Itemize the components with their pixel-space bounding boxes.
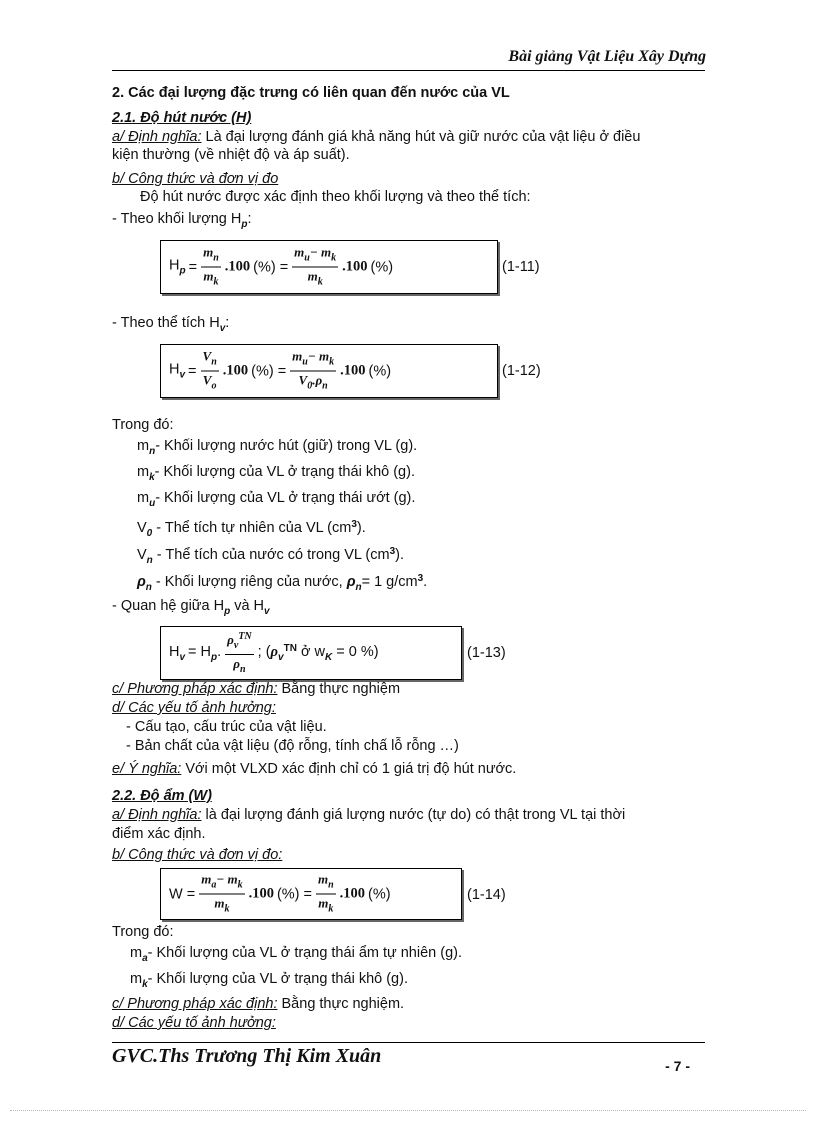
relation-line: - Quan hệ giữa $H_p$ và $H_v$ [112,598,270,617]
equation-label-1-12: (1-12) [502,363,541,379]
where-label-2: Trong đó: [112,924,174,940]
definition-line-1: a/ Định nghĩa: Là đại lượng đánh giá khả năng hút và giữ nước của vật liệu ở điều [112,129,641,145]
moisture-def-line-2: điểm xác định. [112,826,206,842]
by-mass-line: - Theo khối lượng $H_p$: [112,211,252,230]
footer-rule [112,1042,705,1043]
moisture-def-line-1: a/ Định nghĩa: là đại lượng đánh giá lượng nước (tự do) có thật trong VL tại thời [112,807,626,823]
factor-item-2: - Bản chất của vật liệu (độ rỗng, tính chấ lỗ rỗng …) [126,738,459,754]
subsection-title-2-1: 2.1. Độ hút nước (H) [112,110,252,126]
definition-line-2: kiện thường (về nhiệt độ và áp suất). [112,147,350,163]
meaning-line: e/ Ý nghĩa: Với một VLXD xác định chỉ có 1 giá trị độ hút nước. [112,761,517,777]
factors-heading: d/ Các yếu tố ảnh hưởng: [112,700,276,716]
method-line: c/ Phương pháp xác định: Bằng thực nghiệm [112,681,401,697]
formula-1-12: $H_v$ = $\frac{V_n}{V_o}$ .100 (%) = $\frac{m_u- m_k}{V_0.\rho_n}$ .100 (%) [169,348,392,392]
def-rho: $\rho_n$ - Khối lượng riêng của nước, $\rho_n= 1$ $g/cm^3$. [137,573,428,593]
page-number: - 7 - [665,1058,690,1074]
formula-box-1-13 [160,626,462,680]
equation-label-1-11: (1-11) [502,259,540,275]
footer-author: GVC.Ths Trương Thị Kim Xuân [112,1045,382,1067]
formula-heading: b/ Công thức và đơn vị đo [112,171,279,187]
def-mk-2: $m_k-$ Khối lượng của VL ở trạng thái khô (g). [130,971,408,990]
section-title: 2. Các đại lượng đặc trưng có liên quan đến nước của VL [112,85,510,101]
factor-item-1: - Cấu tạo, cấu trúc của vật liệu. [126,719,327,735]
by-volume-line: - Theo thể tích $H_v$: [112,315,230,334]
def-mk: $m_k-$ Khối lượng của VL ở trạng thái khô (g). [137,464,415,483]
moisture-method-line: c/ Phương pháp xác định: Bằng thực nghiệm. [112,996,405,1012]
running-header: Bài giảng Vật Liệu Xây Dựng [508,48,706,65]
equation-label-1-13: (1-13) [467,645,506,661]
def-mu: $m_u-$ Khối lượng của VL ở trạng thái ướt (g). [137,490,416,509]
moisture-factors-heading: d/ Các yếu tố ảnh hưởng: [112,1015,276,1031]
formula-box-1-12 [160,344,498,398]
moisture-formula-heading: b/ Công thức và đơn vị đo: [112,847,283,863]
def-vn: $V_n$ - Thể tích của nước có trong VL $(cm^3)$. [137,546,405,566]
subsection-title-2-2: 2.2. Độ ẩm (W) [112,788,212,804]
equation-label-1-14: (1-14) [467,887,506,903]
formula-intro: Độ hút nước được xác định theo khối lượng và theo thể tích: [140,189,531,205]
page-edge [10,1110,806,1111]
where-label: Trong đó: [112,417,174,433]
formula-1-13: $H_v$ = $H_p$. $\frac{\rho_v^{TN}}{\rho_n}$ ; ($\rho_v^{TN}$ ở $w_K = 0$ %) [169,631,379,675]
formula-1-14: W = $\frac{m_a- m_k}{m_k}$ .100 (%) = $\frac{m_n}{m_k}$ .100 (%) [169,871,391,915]
formula-box-1-11 [160,240,498,294]
formula-box-1-14 [160,868,462,920]
header-rule [112,70,705,71]
def-mn: $m_n-$ Khối lượng nước hút (giữ) trong VL (g). [137,438,418,457]
formula-1-11: $H_p$ = $\frac{m_n}{m_k}$ .100 (%) = $\frac{m_u- m_k}{m_k}$ .100 (%) [169,244,394,288]
def-v0: $V_0$ - Thể tích tự nhiên của VL $(cm^3)$. [137,519,366,539]
def-ma: $m_a-$ Khối lượng của VL ở trạng thái ẩm tự nhiên (g). [130,945,463,964]
